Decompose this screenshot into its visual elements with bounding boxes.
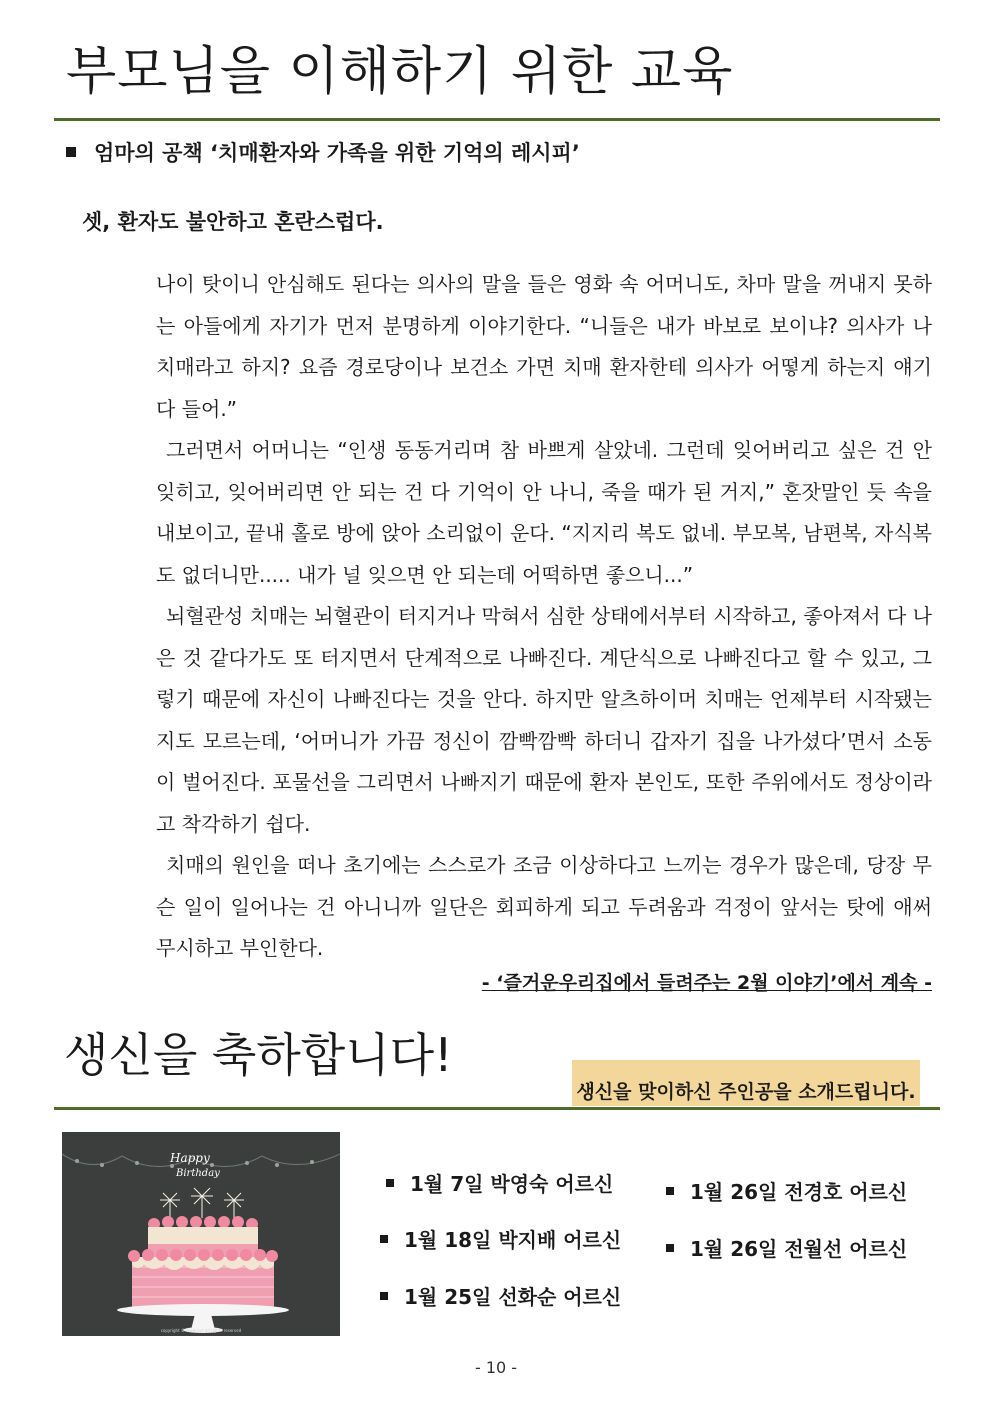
square-bullet-icon [666,1187,674,1195]
square-bullet-icon [666,1244,674,1252]
page-number: - 10 - [474,1358,518,1377]
square-bullet-icon [386,1179,394,1187]
paragraph: 뇌혈관성 치매는 뇌혈관이 터지거나 막혀서 심한 상태에서부터 시작하고, 좋아져서 다 나은 것 같다가도 또 터지면서 단계적으로 나빠진다. 계단식으로 나빠진다고 할 수 있고, 그렇기 때문에 자신이 나빠진다는 것을 안다. 하지만 알츠하이머 치매는 언제부터 시작됐는지도 모르는데, ‘어머니가 가끔 정신이 깜빡깜빡 하더니 갑자기 집을 나가셨다’면서 소동이 벌어진다. 포물선을 그리면서 나빠지기 때문에 환자 본인도, 또한 주위에서도 정상이라고 착각하기 쉽다. [156,604,932,836]
paragraph: 그러면서 어머니는 “인생 동동거리며 참 바쁘게 살았네. 그런데 잊어버리고 싶은 건 안 잊히고, 잊어버리면 안 되는 건 다 기억이 안 나니, 죽을 때가 된 거지,” 혼잣말인 듯 속을 내보이고, 끝내 홀로 방에 앉아 소리없이 운다. “지지리 복도 없네. 부모복, 남편복, 자식복도 없더니만..... 내가 널 잊으면 안 되는데 어떡하면 좋으니...” [156,438,932,587]
title-divider [54,118,940,121]
section-heading [66,137,580,167]
image-text-happy: Happy [170,1151,210,1165]
square-bullet-icon [380,1292,388,1300]
article-body [156,264,932,970]
birthday-divider [54,1107,940,1110]
birthday-text: 1월 7일 박영숙 어르신 [410,1172,614,1196]
highlight-text: 생신을 맞이하신 주인공을 소개드립니다. [576,1081,916,1103]
section-heading-text: 엄마의 공책 ‘치매환자와 가족을 위한 기억의 레시피’ [94,141,580,165]
birthday-text: 1월 25일 선화순 어르신 [404,1285,622,1309]
square-bullet-icon [380,1235,388,1243]
image-text-birthday: Birthday [176,1168,220,1179]
image-copyright: copyright © www.xyz.all rights reserved [160,1328,242,1333]
page-title: 부모님을 이해하기 위한 교육 [66,42,734,102]
birthday-text: 1월 26일 전경호 어르신 [690,1180,908,1204]
paragraph: 나이 탓이니 안심해도 된다는 의사의 말을 들은 영화 속 어머니도, 차마 말을 꺼내지 못하는 아들에게 자기가 먼저 분명하게 이야기한다. “니들은 내가 바보로 보이냐? 의사가 나 치매라고 하지? 요즘 경로당이나 보건소 가면 치매 환자한테 의사가 어떻게 하는지 얘기 다 들어.” [156,272,932,421]
birthday-cake-image [62,1132,340,1336]
square-bullet-icon [66,147,76,157]
source-note: - ‘즐거운우리집에서 들려주는 2월 이야기’에서 계속 - [481,972,932,994]
subheading: 셋, 환자도 불안하고 혼란스럽다. [82,210,384,234]
birthday-title: 생신을 축하합니다! [64,1028,453,1082]
birthday-item [380,1224,621,1253]
birthday-text: 1월 26일 전월선 어르신 [690,1237,908,1261]
birthday-item [380,1281,621,1310]
birthday-item [386,1168,613,1197]
birthday-item [666,1176,907,1205]
birthday-item [666,1233,907,1262]
birthday-text: 1월 18일 박지배 어르신 [404,1228,622,1252]
paragraph: 치매의 원인을 떠나 초기에는 스스로가 조금 이상하다고 느끼는 경우가 많은데, 당장 무슨 일이 일어나는 건 아니니까 일단은 회피하게 되고 두려움과 걱정이 앞서는 탓에 애써 무시하고 부인한다. [156,853,932,960]
highlight-banner [572,1060,920,1106]
